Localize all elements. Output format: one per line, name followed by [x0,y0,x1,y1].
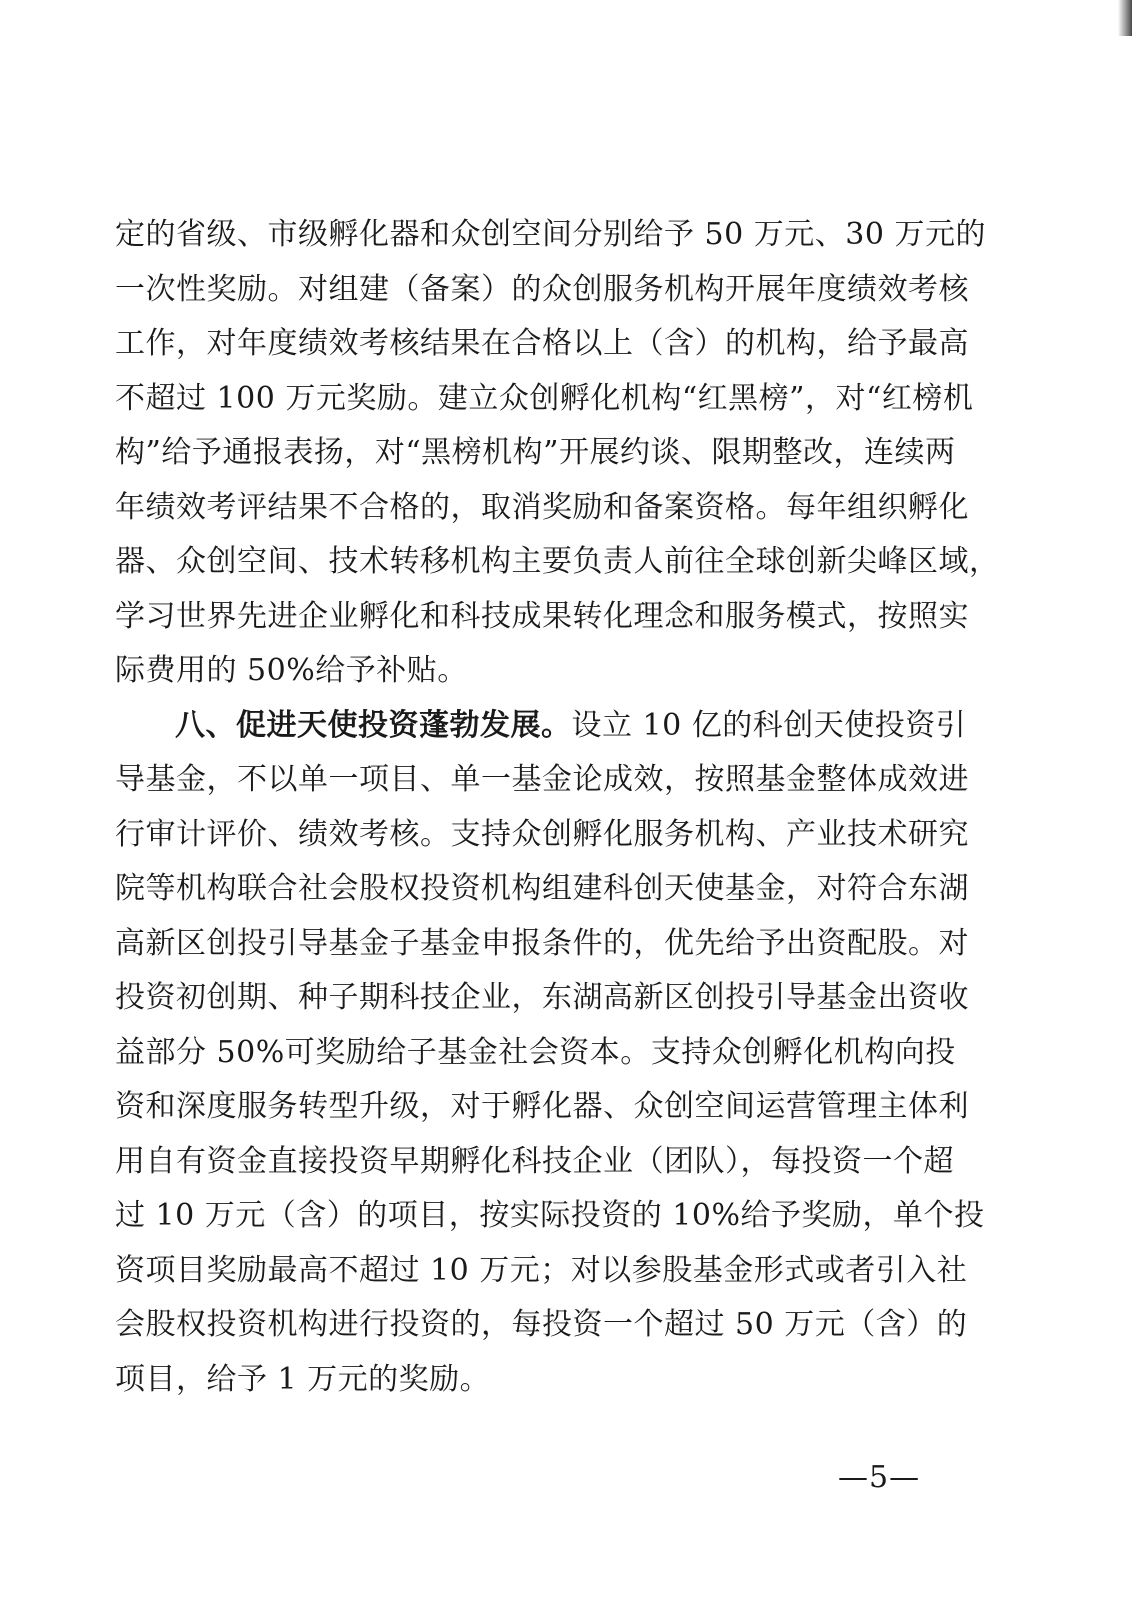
section-8-paragraph [115,699,985,1408]
text-line: 工作，对年度绩效考核结果在合格以上（含）的机构，给予最高 [115,326,969,361]
section-8-heading: 八、促进天使投资蓬勃发展。 [175,707,572,743]
text-line: 过 10 万元（含）的项目，按实际投资的 10%给予奖励，单个投 [115,1198,985,1233]
text-line: 际费用的 50%给予补贴。 [115,653,468,688]
text-line: 一次性奖励。对组建（备案）的众创服务机构开展年度绩效考核 [115,271,969,307]
text-line: 器、众创空间、技术转移机构主要负责人前往全球创新尖峰区域， [115,544,1000,579]
text-line: 导基金，不以单一项目、单一基金论成效，按照基金整体成效进 [115,762,969,797]
text-line: 学习世界先进企业孵化和科技成果转化理念和服务模式，按照实 [115,598,969,634]
text-line: 用自有资金直接投资早期孵化科技企业（团队），每投资一个超 [115,1143,954,1179]
text-line: 构”给予通报表扬，对“黑榜机构”开展约谈、限期整改，连续两 [115,435,956,470]
text-line: 投资初创期、种子期科技企业，东湖高新区创投引导基金出资收 [115,980,969,1015]
text-line: 院等机构联合社会股权投资机构组建科创天使基金，对符合东湖 [115,871,969,906]
text-line: 资项目奖励最高不超过 10 万元；对以参股基金形式或者引入社 [115,1252,968,1288]
section-8-first-line-text: 设立 10 亿的科创天使投资引 [571,707,967,743]
text-line: 会股权投资机构进行投资的，每投资一个超过 50 万元（含）的 [115,1307,968,1342]
scan-edge-shadow [1118,0,1132,36]
text-line: 行审计评价、绩效考核。支持众创孵化服务机构、产业技术研究 [115,816,969,852]
text-line: 不超过 100 万元奖励。建立众创孵化机构“红黑榜”，对“红榜机 [115,380,974,416]
document-body [115,208,1000,1407]
section-8-first-line [115,699,967,754]
page-number: —5— [838,1460,921,1495]
text-line: 资和深度服务转型升级，对于孵化器、众创空间运营管理主体利 [115,1089,969,1124]
text-line: 项目，给予 1 万元的奖励。 [115,1361,491,1397]
text-line: 定的省级、市级孵化器和众创空间分别给予 50 万元、30 万元的 [115,217,986,252]
paragraph-1 [115,208,1000,699]
text-line: 高新区创投引导基金子基金申报条件的，优先给予出资配股。对 [115,925,969,961]
text-line: 年绩效考评结果不合格的，取消奖励和备案资格。每年组织孵化 [115,489,969,525]
text-line: 益部分 50%可奖励给子基金社会资本。支持众创孵化机构向投 [115,1034,956,1070]
